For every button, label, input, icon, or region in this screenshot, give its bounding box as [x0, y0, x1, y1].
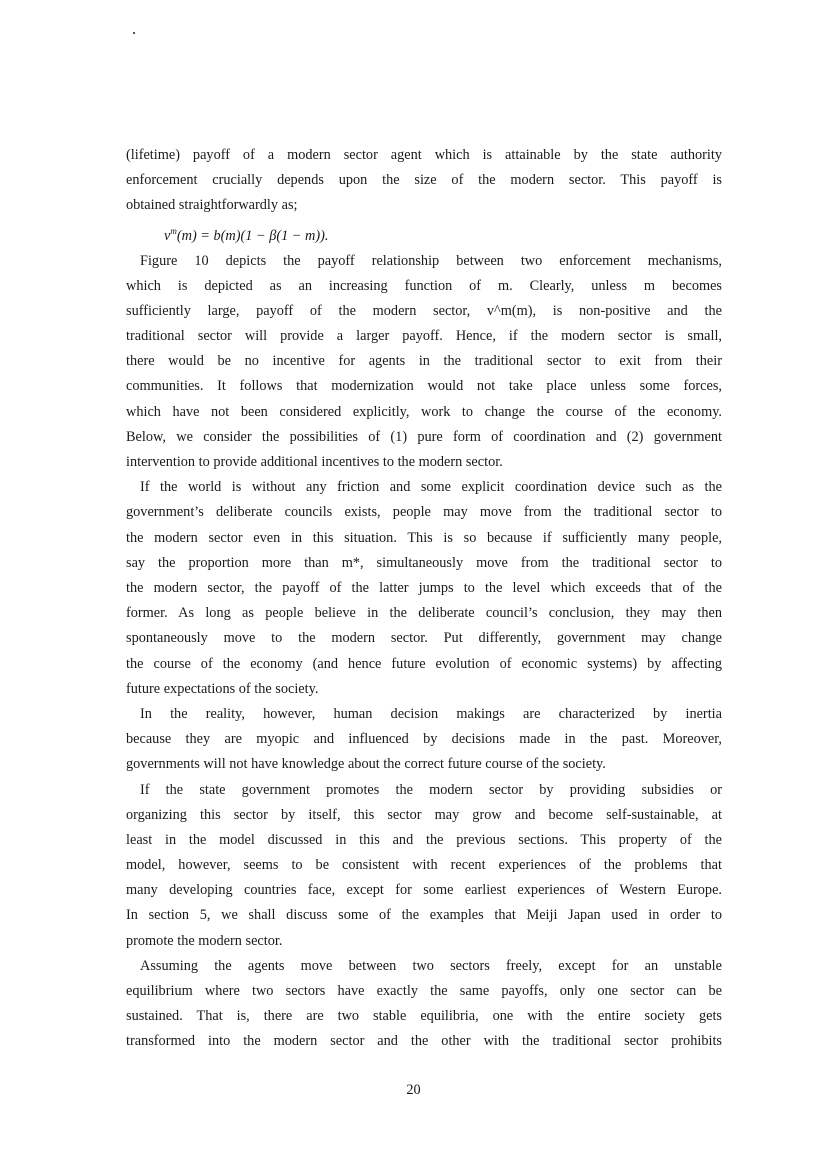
- text-line: transformed into the modern sector and the other with the traditional sector prohibits: [126, 1033, 722, 1050]
- text-line: traditional sector will provide a larger payoff. Hence, if the modern sector is small,: [126, 328, 722, 345]
- text-line: government’s deliberate councils exists, people may move from the traditional sector to: [126, 504, 722, 521]
- text-line: future expectations of the society.: [126, 680, 319, 697]
- text-line: Figure 10 depicts the payoff relationship between two enforcement mechanisms,: [140, 252, 722, 269]
- text-line: sustained. That is, there are two stable equilibria, one with the entire society gets: [126, 1008, 722, 1025]
- text-line: governments will not have knowledge about the correct future course of the society.: [126, 756, 606, 773]
- text-line: there would be no incentive for agents in the traditional sector to exit from their: [126, 353, 722, 370]
- text-line: which is depicted as an increasing function of m. Clearly, unless m becomes: [126, 277, 722, 294]
- equation-lhs: v: [164, 227, 171, 244]
- body-text: [126, 143, 722, 1055]
- equation-superscript: m: [170, 225, 177, 236]
- text-line: Below, we consider the possibilities of (1) pure form of coordination and (2) government: [126, 428, 722, 445]
- equation: [126, 219, 722, 249]
- text-line: promote the modern sector.: [126, 932, 283, 949]
- text-line: (lifetime) payoff of a modern sector agent which is attainable by the state authority: [126, 147, 722, 163]
- text-line: obtained straightforwardly as;: [126, 197, 298, 214]
- text-line: former. As long as people believe in the deliberate council’s conclusion, they may then: [126, 605, 722, 622]
- text-line: say the proportion more than m*, simultaneously move from the traditional sector to: [126, 554, 722, 571]
- text-line: equilibrium where two sectors have exactly the same payoffs, only one sector can be: [126, 983, 722, 1000]
- text-line: the modern sector, the payoff of the latter jumps to the level which exceeds that of the: [126, 580, 722, 596]
- equation-rhs: (m) = b(m)(1 − β(1 − m)).: [176, 227, 329, 244]
- text-line: If the state government promotes the modern sector by providing subsidies or: [140, 781, 722, 798]
- text-line: intervention to provide additional incentives to the modern sector.: [126, 454, 503, 471]
- page-number: 20: [406, 1082, 421, 1098]
- text-line: In section 5, we shall discuss some of the examples that Meiji Japan used in order to: [126, 907, 722, 924]
- text-line: which have not been considered explicitly, work to change the course of the economy.: [126, 403, 722, 420]
- text-line: because they are myopic and influenced by decisions made in the past. Moreover,: [126, 731, 722, 748]
- text-line: the modern sector even in this situation. This is so because if sufficiently many people,: [126, 529, 722, 546]
- text-line: the course of the economy (and hence future evolution of economic systems) by affecting: [126, 655, 722, 672]
- text-line: In the reality, however, human decision makings are characterized by inertia: [140, 705, 722, 722]
- text-line: model, however, seems to be consistent with recent experiences of the problems that: [126, 857, 722, 874]
- text-line: spontaneously move to the modern sector. Put differently, government may change: [126, 630, 722, 647]
- text-line: communities. It follows that modernization would not take place unless some forces,: [126, 378, 722, 395]
- text-line: sufficiently large, payoff of the modern sector, v^m(m), is non-positive and the: [126, 302, 722, 319]
- text-line: least in the model discussed in this and the previous sections. This property of the: [126, 831, 722, 848]
- scan-speck: [133, 32, 135, 34]
- text-line: many developing countries face, except for some earliest experiences of Western Europe.: [126, 882, 722, 899]
- text-line: Assuming the agents move between two sectors freely, except for an unstable: [140, 957, 722, 974]
- text-line: organizing this sector by itself, this sector may grow and become self-sustainable, at: [126, 806, 722, 823]
- text-line: enforcement crucially depends upon the size of the modern sector. This payoff is: [126, 172, 722, 189]
- text-line: If the world is without any friction and some explicit coordination device such as the: [140, 479, 722, 496]
